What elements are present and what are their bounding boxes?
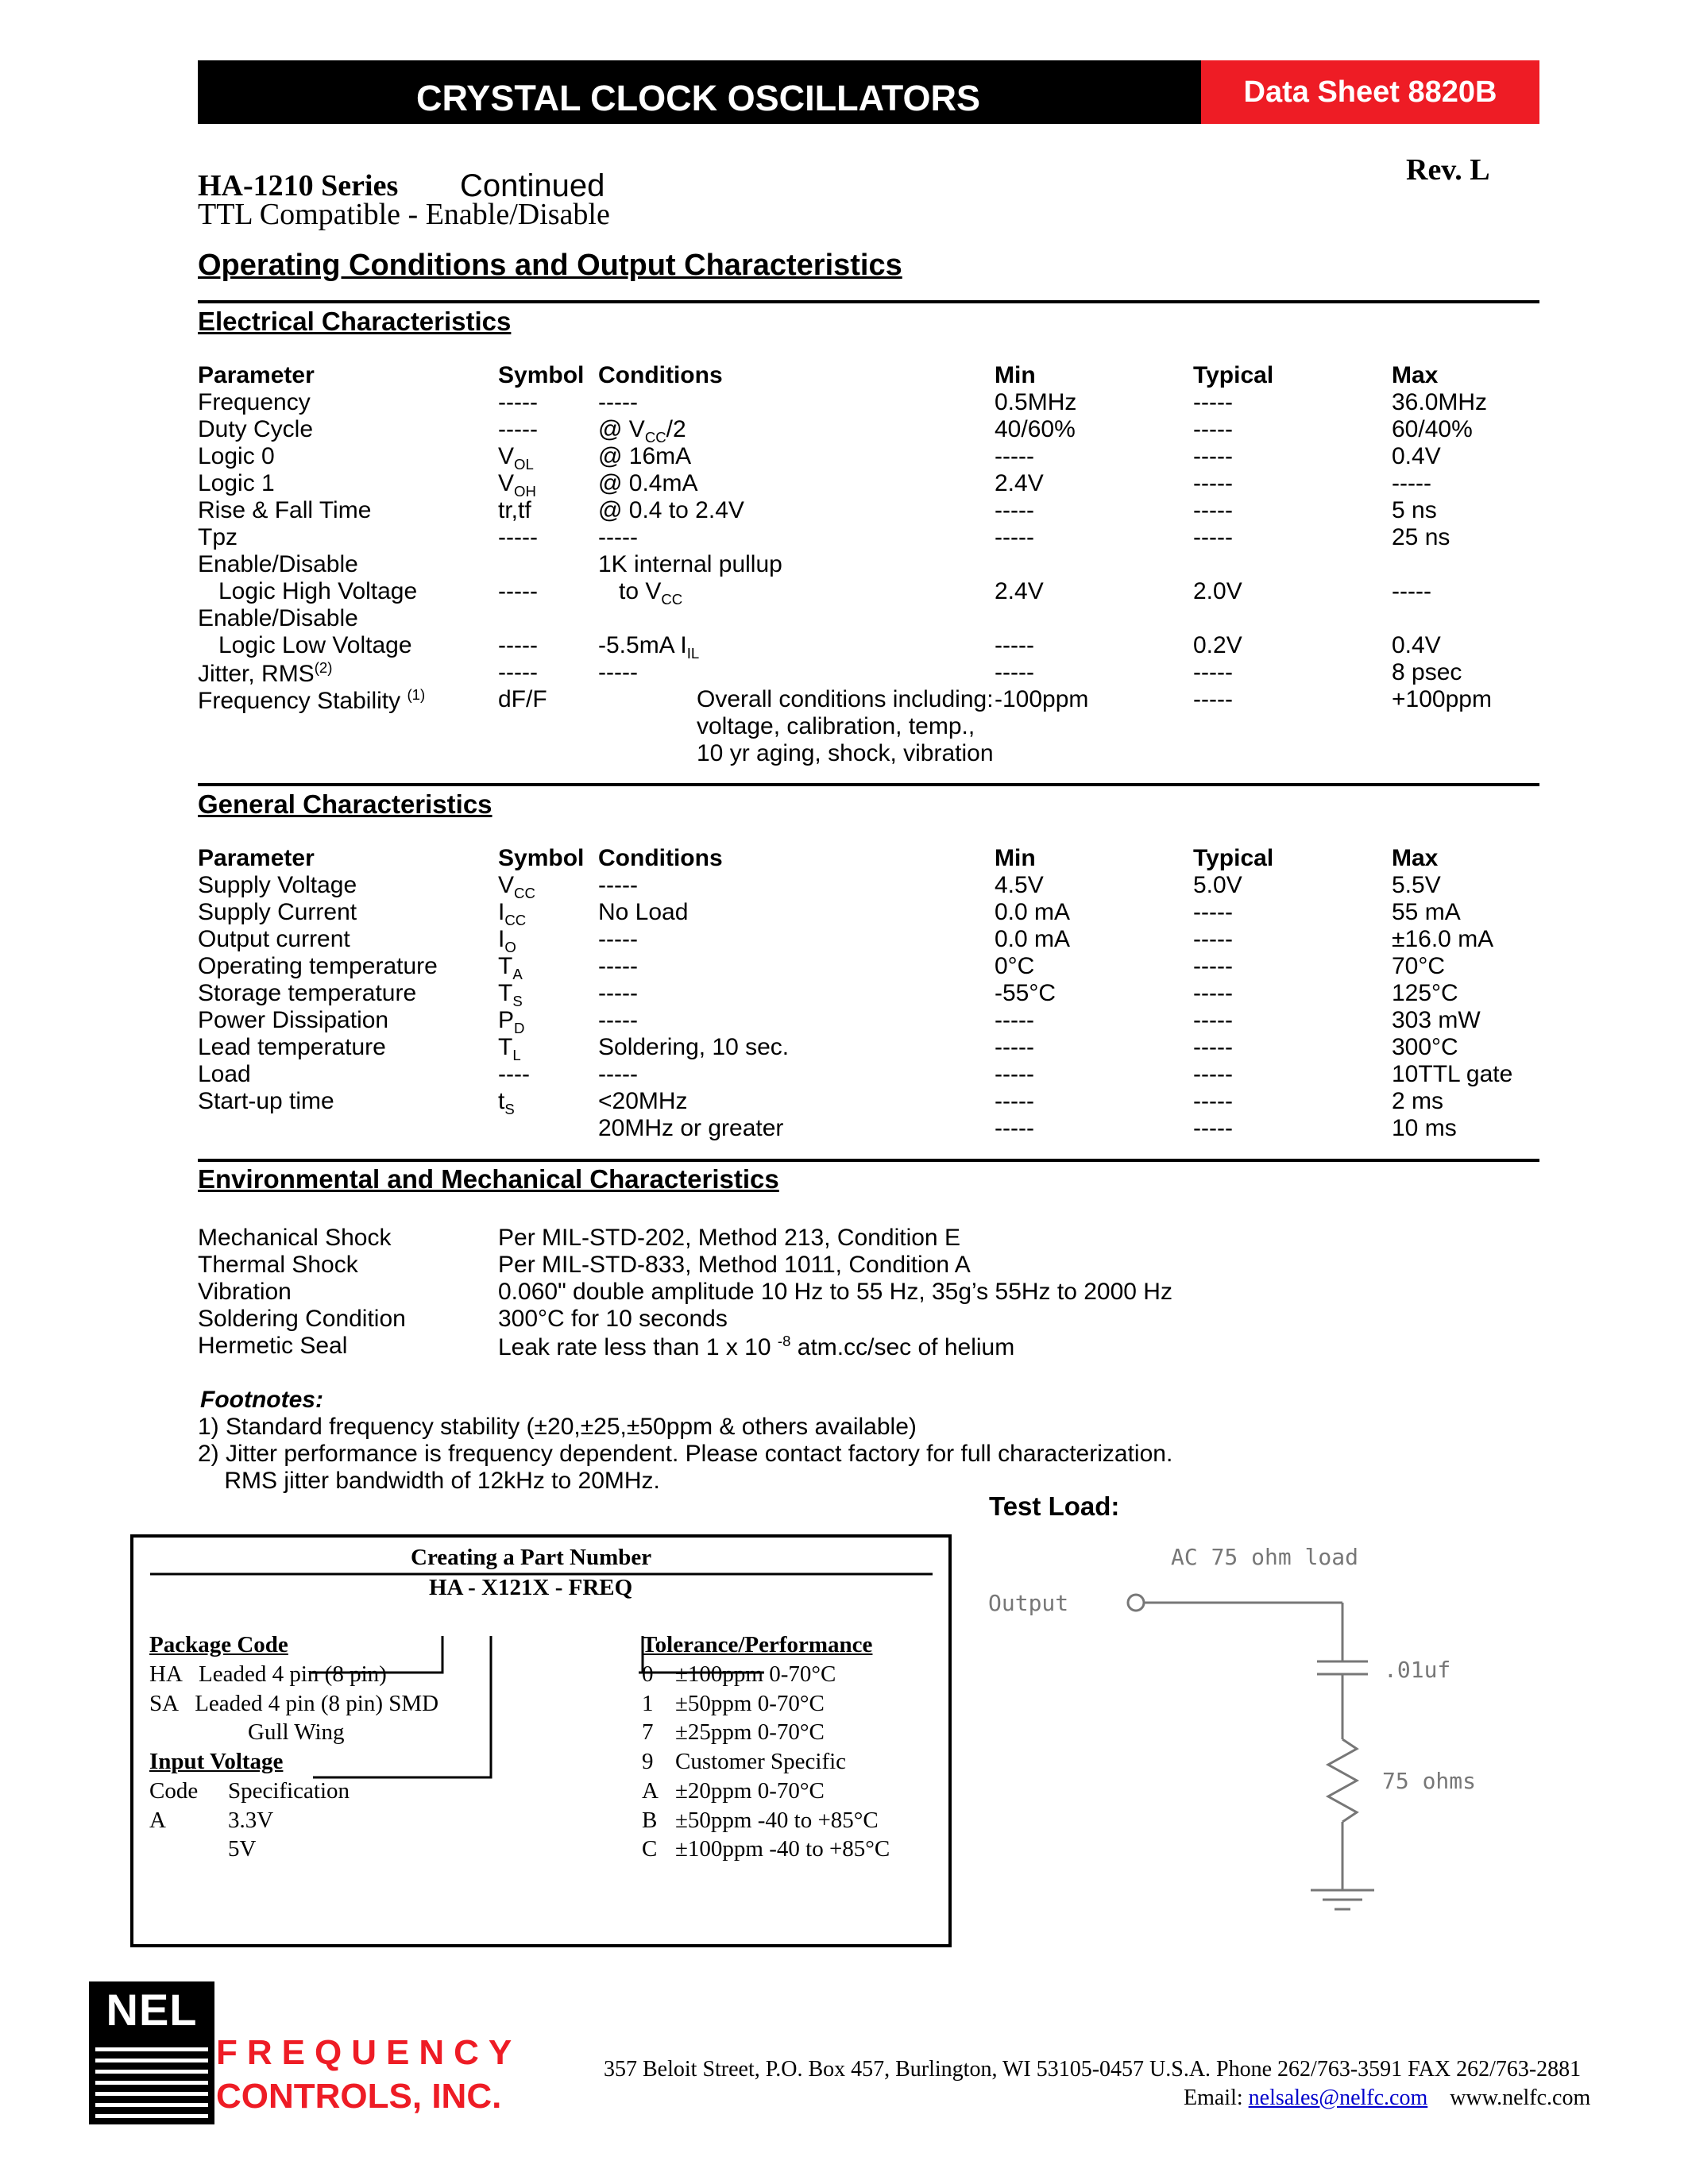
cell-text: t — [498, 1088, 505, 1114]
superscript: (2) — [314, 659, 333, 676]
voltage-col: Code — [149, 1778, 199, 1804]
tolerance-code: B — [642, 1808, 658, 1833]
email-link[interactable]: nelsales@nelfc.com — [1248, 2086, 1428, 2110]
cell — [498, 1007, 524, 1037]
cell: Tpz — [198, 524, 238, 550]
table-row — [198, 389, 1548, 416]
table-row — [198, 524, 1548, 551]
cell — [498, 899, 526, 929]
cell: Start-up time — [198, 1088, 334, 1114]
section-title-environmental: Environmental and Mechanical Characteristics — [198, 1164, 779, 1194]
col-header: Parameter — [198, 845, 315, 871]
cell: Soldering Condition — [198, 1306, 406, 1332]
table-row — [198, 1115, 1548, 1142]
code-segment: - FREQ — [549, 1575, 633, 1600]
subscript: O — [504, 939, 516, 955]
cell: 0.2V — [1193, 632, 1242, 658]
tolerance-code: 9 — [642, 1749, 654, 1774]
page-title: CRYSTAL CLOCK OSCILLATORS — [415, 78, 980, 118]
cell: ----- — [1392, 578, 1431, 604]
cell: ---- — [498, 1061, 530, 1087]
table-row — [198, 980, 1548, 1007]
col-header: Typical — [1193, 362, 1274, 388]
section-title-general: General Characteristics — [198, 789, 492, 819]
cell: ----- — [498, 524, 538, 550]
cell-text: T — [498, 980, 513, 1006]
cell: 4.5V — [995, 872, 1044, 898]
cell: ----- — [598, 659, 638, 685]
cell: 0.5MHz — [995, 389, 1077, 415]
subscript: L — [512, 1047, 521, 1063]
subscript: OL — [514, 456, 534, 473]
cell — [198, 659, 332, 688]
cell: tr,tf — [498, 497, 531, 523]
cell: 0.0 mA — [995, 899, 1071, 925]
tolerance-desc: ±100ppm -40 to +85°C — [675, 1836, 890, 1862]
cell: 2 ms — [1392, 1088, 1444, 1114]
col-header: Max — [1392, 362, 1439, 388]
subscript: OH — [514, 483, 536, 500]
table-row — [198, 659, 1548, 686]
cell — [498, 443, 534, 473]
cell: ±16.0 mA — [1392, 926, 1494, 952]
cell: Logic 1 — [198, 470, 275, 496]
package-code-title: Package Code — [149, 1632, 288, 1657]
series-subtitle: TTL Compatible - Enable/Disable — [198, 198, 610, 231]
cell — [498, 980, 523, 1010]
table-row — [198, 416, 1548, 446]
resistor — [1328, 1739, 1357, 1822]
cell: <20MHz — [598, 1088, 688, 1114]
voltage-col: A — [149, 1808, 166, 1833]
table-row — [198, 1007, 1548, 1034]
cell: Supply Voltage — [198, 872, 357, 898]
package-row: Gull Wing — [248, 1719, 345, 1745]
capacitor-label: .01uf — [1384, 1657, 1451, 1683]
cell: Thermal Shock — [198, 1252, 358, 1278]
cell: ----- — [995, 1115, 1034, 1141]
cell: Logic Low Voltage — [218, 632, 412, 658]
cell: ----- — [598, 524, 638, 550]
superscript: (1) — [407, 686, 426, 703]
cell: ----- — [598, 980, 638, 1006]
cell: Storage temperature — [198, 980, 417, 1006]
cell: No Load — [598, 899, 689, 925]
subscript: CC — [514, 885, 535, 901]
cell: ----- — [498, 389, 538, 415]
cell: ----- — [995, 497, 1034, 523]
cell: 36.0MHz — [1392, 389, 1488, 415]
cell: @ 0.4 to 2.4V — [598, 497, 744, 523]
cell: ----- — [1193, 1115, 1233, 1141]
table-row — [198, 1225, 1548, 1252]
table-row — [198, 497, 1548, 524]
cell: Enable/Disable — [198, 551, 358, 577]
cell: ----- — [1193, 1061, 1233, 1087]
cell-text: V — [498, 443, 515, 469]
cell: +100ppm — [1392, 686, 1492, 712]
cell: 2.0V — [1193, 578, 1242, 604]
tolerance-code: 7 — [642, 1719, 654, 1745]
company-address: 357 Beloit Street, P.O. Box 457, Burlington, WI 53105-0457 U.S.A. Phone 262/763-3591 FAX 262/763-2881 — [604, 2057, 1582, 2082]
code-segment: HA — [429, 1575, 462, 1600]
subscript: CC — [644, 429, 666, 446]
table-row — [198, 1306, 1548, 1333]
cell: ----- — [1193, 470, 1233, 496]
cell: Logic 0 — [198, 443, 275, 469]
cell: 5 ns — [1392, 497, 1437, 523]
table-row — [198, 551, 1548, 578]
cell-text: /2 — [666, 416, 686, 442]
subscript: A — [512, 966, 523, 982]
tolerance-desc: ±50ppm -40 to +85°C — [675, 1808, 879, 1833]
cell: Mechanical Shock — [198, 1225, 392, 1251]
cell: 70°C — [1392, 953, 1446, 979]
cell: 8 psec — [1392, 659, 1462, 685]
cell-text: Leak rate less than 1 x 10 — [498, 1334, 771, 1360]
cell: ----- — [598, 1061, 638, 1087]
cell: Hermetic Seal — [198, 1333, 348, 1359]
table-row — [198, 605, 1548, 632]
cell: 25 ns — [1392, 524, 1450, 550]
cell: ----- — [598, 389, 638, 415]
table-row — [198, 1034, 1548, 1061]
table-row — [198, 578, 1548, 608]
main-heading: Operating Conditions and Output Characteristics — [198, 249, 902, 282]
table-row — [198, 1333, 1548, 1360]
cell: 0°C — [995, 953, 1035, 979]
cell — [498, 872, 535, 902]
cell: ----- — [1193, 1088, 1233, 1114]
cell: ----- — [1193, 497, 1233, 523]
cell: Enable/Disable — [198, 605, 358, 631]
code-segment: X121 — [481, 1575, 533, 1600]
cell: 40/60% — [995, 416, 1076, 442]
cell — [598, 632, 699, 662]
cell: dF/F — [498, 686, 547, 712]
tolerance-title: Tolerance/Performance — [642, 1632, 873, 1657]
cell: 10 yr aging, shock, vibration — [697, 740, 994, 766]
cell: Rise & Fall Time — [198, 497, 372, 523]
cell: 125°C — [1392, 980, 1458, 1006]
section-title-electrical: Electrical Characteristics — [198, 307, 512, 336]
cell: Lead temperature — [198, 1034, 386, 1060]
package-row: SA Leaded 4 pin (8 pin) SMD — [149, 1691, 439, 1716]
cell-text: I — [498, 926, 505, 952]
subscript: S — [512, 993, 523, 1009]
cell: 5.0V — [1193, 872, 1242, 898]
cell: ----- — [1392, 470, 1431, 496]
general-table — [198, 845, 1548, 1142]
cell: ----- — [598, 872, 638, 898]
cell: 0.060" double amplitude 10 Hz to 55 Hz, 35g’s 55Hz to 2000 Hz — [498, 1279, 1172, 1305]
subscript: CC — [504, 912, 527, 928]
cell: 1K internal pullup — [598, 551, 782, 577]
cell: ----- — [995, 1007, 1034, 1033]
cell: Overall conditions including: — [697, 686, 994, 712]
cell: 0.4V — [1392, 443, 1441, 469]
email-label: Email: — [1184, 2086, 1249, 2110]
subscript: S — [504, 1101, 515, 1117]
col-header: Symbol — [498, 362, 585, 388]
subscript: D — [514, 1020, 525, 1036]
table-row — [198, 872, 1548, 899]
part-code — [429, 1575, 632, 1601]
subscript: CC — [661, 591, 683, 608]
test-load-title: Test Load: — [989, 1491, 1120, 1521]
environmental-table — [198, 1225, 1548, 1360]
cell: Per MIL-STD-202, Method 213, Condition E — [498, 1225, 960, 1251]
logo-frequency: FREQUENCY — [216, 2033, 522, 2072]
cell: Operating temperature — [198, 953, 438, 979]
contact-line — [1184, 2086, 1590, 2111]
tolerance-code: 0 — [642, 1661, 654, 1687]
cell: 0.0 mA — [995, 926, 1071, 952]
col-header: Parameter — [198, 362, 315, 388]
cell: ----- — [498, 659, 538, 685]
series-name: HA-1210 Series — [198, 169, 399, 203]
tolerance-code: C — [642, 1836, 658, 1862]
cell: ----- — [498, 632, 538, 658]
cell-text: Frequency Stability — [198, 688, 401, 714]
tolerance-code: 1 — [642, 1691, 654, 1716]
cell: 300°C — [1392, 1034, 1458, 1060]
cell: 10TTL gate — [1392, 1061, 1513, 1087]
footnote: 1) Standard frequency stability (±20,±25,±50ppm & others available) — [198, 1414, 917, 1440]
cell: ----- — [1193, 443, 1233, 469]
cell: voltage, calibration, temp., — [697, 713, 975, 739]
load-label: AC 75 ohm load — [1171, 1544, 1359, 1570]
cell: 10 ms — [1392, 1115, 1457, 1141]
cell: @ 0.4mA — [598, 470, 698, 496]
resistor-label: 75 ohms — [1382, 1768, 1477, 1794]
code-segment: - — [462, 1575, 482, 1600]
table-row — [198, 926, 1548, 953]
cell: ----- — [995, 443, 1034, 469]
col-header: Max — [1392, 845, 1439, 871]
cell-text: Jitter, RMS — [198, 661, 315, 687]
cell: ----- — [995, 632, 1034, 658]
cell-text: atm.cc/sec of helium — [790, 1334, 1015, 1360]
cell-text: T — [498, 1034, 513, 1060]
cell: 60/40% — [1392, 416, 1473, 442]
cell: ----- — [498, 416, 538, 442]
table-row — [198, 713, 1548, 740]
table-row — [198, 632, 1548, 662]
cell: ----- — [1193, 659, 1233, 685]
cell: ----- — [1193, 686, 1233, 712]
col-header: Symbol — [498, 845, 585, 871]
table-row — [198, 899, 1548, 926]
col-header: Conditions — [598, 362, 723, 388]
cell: Frequency — [198, 389, 311, 415]
subscript: IL — [686, 645, 700, 662]
test-load-diagram — [985, 1541, 1541, 1930]
col-header: Conditions — [598, 845, 723, 871]
cell: Per MIL-STD-833, Method 1011, Condition A — [498, 1252, 971, 1278]
divider — [198, 1159, 1539, 1162]
cell-text: to V — [619, 578, 662, 604]
table-row — [198, 740, 1548, 767]
cell-text: I — [498, 899, 505, 925]
cell-text: @ V — [598, 416, 645, 442]
cell: ----- — [995, 1061, 1034, 1087]
electrical-table — [198, 362, 1548, 767]
tolerance-code: A — [642, 1778, 659, 1804]
cell — [498, 1088, 515, 1118]
tolerance-desc: ±50ppm 0-70°C — [675, 1691, 825, 1716]
website-link[interactable]: www.nelfc.com — [1450, 2086, 1591, 2110]
package-row: HA Leaded 4 pin (8 pin) — [149, 1661, 387, 1687]
tolerance-desc: ±25ppm 0-70°C — [675, 1719, 825, 1745]
cell — [498, 926, 516, 956]
cell: -100ppm — [995, 686, 1089, 712]
table-row — [198, 470, 1548, 500]
cell — [598, 416, 686, 446]
cell: 2.4V — [995, 578, 1044, 604]
col-header: Min — [995, 362, 1036, 388]
cell: Load — [198, 1061, 251, 1087]
output-label: Output — [988, 1590, 1069, 1616]
footnotes-title: Footnotes: — [200, 1387, 323, 1413]
cell: Vibration — [198, 1279, 292, 1305]
cell: Logic High Voltage — [218, 578, 418, 604]
divider — [198, 783, 1539, 786]
cell: ----- — [598, 926, 638, 952]
tolerance-desc: ±20ppm 0-70°C — [675, 1778, 825, 1804]
table-row — [198, 1061, 1548, 1088]
tolerance-desc: Customer Specific — [675, 1749, 847, 1774]
cell: 5.5V — [1392, 872, 1441, 898]
cell: 2.4V — [995, 470, 1044, 496]
cell-text: -5.5mA I — [598, 632, 687, 658]
col-header: Typical — [1193, 845, 1274, 871]
cell — [498, 1034, 521, 1064]
cell: ----- — [995, 1088, 1034, 1114]
part-number-title: Creating a Part Number — [411, 1545, 652, 1570]
logo-stripes — [89, 2041, 214, 2124]
cell-text: T — [498, 953, 513, 979]
cell: 55 mA — [1392, 899, 1461, 925]
cell: ----- — [1193, 980, 1233, 1006]
voltage-col: 3.3V — [228, 1808, 274, 1833]
cell: ----- — [995, 659, 1034, 685]
logo-controls: CONTROLS, INC. — [216, 2077, 502, 2116]
cell-text: P — [498, 1007, 515, 1033]
divider — [198, 300, 1539, 303]
cell — [598, 578, 682, 608]
table-header — [198, 362, 1548, 389]
cell — [498, 1333, 1014, 1361]
table-row — [198, 1252, 1548, 1279]
cell: Power Dissipation — [198, 1007, 389, 1033]
input-voltage-title: Input Voltage — [149, 1749, 284, 1774]
table-header — [198, 845, 1548, 872]
cell: 20MHz or greater — [598, 1115, 784, 1141]
cell: Output current — [198, 926, 350, 952]
cell: ----- — [1193, 524, 1233, 550]
cell — [498, 953, 523, 983]
datasheet-badge: Data Sheet 8820B — [1201, 60, 1539, 124]
footnote: 2) Jitter performance is frequency dependent. Please contact factory for full characterization. — [198, 1441, 1173, 1467]
cell: 0.4V — [1392, 632, 1441, 658]
tolerance-desc: ±100ppm 0-70°C — [675, 1661, 836, 1687]
output-terminal — [1128, 1595, 1144, 1611]
cell: ----- — [598, 1007, 638, 1033]
code-segment: X — [532, 1575, 550, 1600]
voltage-col: Specification — [228, 1778, 350, 1804]
cell: ----- — [598, 953, 638, 979]
footnote: RMS jitter bandwidth of 12kHz to 20MHz. — [198, 1468, 660, 1494]
cell — [198, 686, 425, 715]
cell-text: V — [498, 872, 515, 898]
cell — [498, 470, 536, 500]
col-header: Min — [995, 845, 1036, 871]
table-row — [198, 443, 1548, 473]
revision: Rev. L — [1406, 153, 1490, 187]
cell: ----- — [995, 1034, 1034, 1060]
cell: ----- — [1193, 389, 1233, 415]
cell: ----- — [1193, 1034, 1233, 1060]
cell-text: V — [498, 470, 515, 496]
cell: ----- — [1193, 953, 1233, 979]
cell: ----- — [995, 524, 1034, 550]
table-row — [198, 686, 1548, 713]
table-row — [198, 1279, 1548, 1306]
cell: 300°C for 10 seconds — [498, 1306, 728, 1332]
cell: -55°C — [995, 980, 1056, 1006]
cell: ----- — [1193, 1007, 1233, 1033]
cell: ----- — [498, 578, 538, 604]
cell: Duty Cycle — [198, 416, 314, 442]
cell: ----- — [1193, 926, 1233, 952]
cell: Soldering, 10 sec. — [598, 1034, 790, 1060]
superscript: -8 — [777, 1333, 791, 1349]
table-row — [198, 1088, 1548, 1115]
cell: @ 16mA — [598, 443, 692, 469]
table-row — [198, 953, 1548, 980]
cell: 303 mW — [1392, 1007, 1481, 1033]
voltage-col: 5V — [228, 1836, 257, 1862]
cell: Supply Current — [198, 899, 357, 925]
continued-label: Continued — [460, 168, 605, 203]
logo-nel: NEL — [106, 1985, 198, 2035]
cell: ----- — [1193, 899, 1233, 925]
cell: ----- — [1193, 416, 1233, 442]
